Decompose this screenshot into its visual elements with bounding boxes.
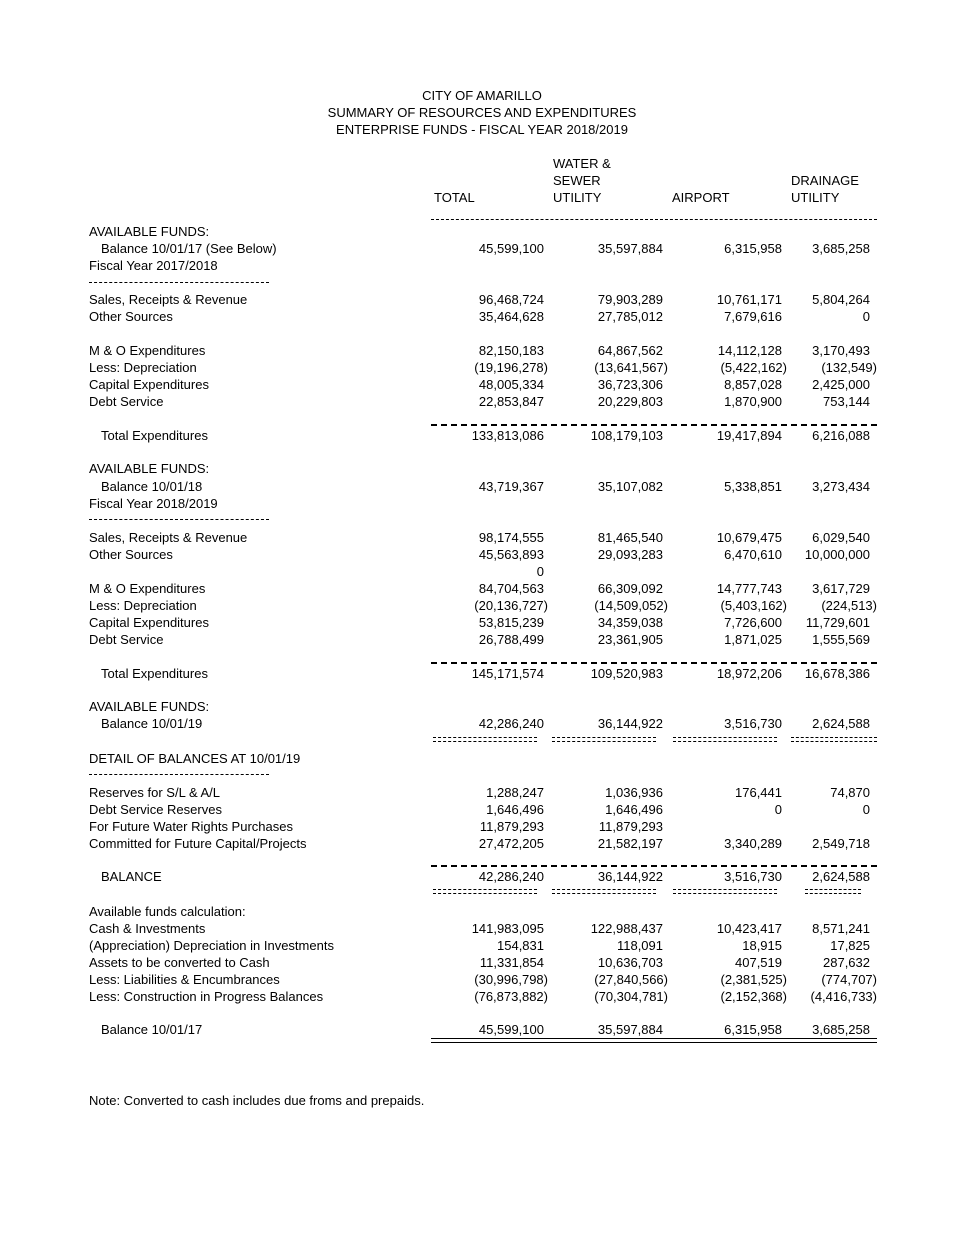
col-header-drainage-1: DRAINAGE (791, 173, 859, 188)
cell-airport: 1,871,025 (724, 632, 782, 647)
balance-double-rule-airport (673, 889, 777, 894)
cell-drainage: 16,678,386 (804, 666, 870, 681)
cell-water-sewer: 20,229,803 (597, 394, 663, 409)
cell-airport: 407,519 (735, 955, 782, 970)
cell-water-sewer: 35,107,082 (597, 479, 663, 494)
col-header-water-2: SEWER (553, 173, 601, 188)
cell-total-extra-zero: 0 (536, 564, 544, 579)
balance-double-rule-water (552, 889, 656, 894)
cell-total: 22,853,847 (478, 394, 544, 409)
cell-drainage: 1,555,569 (812, 632, 870, 647)
cell-water-sewer: 36,144,922 (597, 869, 663, 884)
cell-water-sewer: 34,359,038 (597, 615, 663, 630)
cell-water-sewer: 108,179,103 (590, 428, 663, 443)
cell-water-sewer: 35,597,884 (597, 241, 663, 256)
cell-airport: 3,516,730 (724, 869, 782, 884)
cell-drainage: 2,549,718 (812, 836, 870, 851)
cell-drainage: 2,624,588 (812, 869, 870, 884)
fiscal-year-divider-1 (89, 282, 269, 283)
row-label: Capital Expenditures (89, 377, 209, 392)
cell-airport: 0 (774, 802, 782, 817)
cell-total: 11,331,854 (479, 955, 544, 970)
row-label: Less: Liabilities & Encumbrances (89, 972, 280, 987)
row-label: Less: Construction in Progress Balances (89, 989, 324, 1004)
cell-drainage: (774,707) (821, 972, 877, 987)
cell-airport: 18,915 (742, 938, 782, 953)
cell-water-sewer: 23,361,905 (597, 632, 663, 647)
cell-total: 1,288,247 (486, 785, 544, 800)
cell-airport: 6,470,610 (724, 547, 782, 562)
cell-airport: 3,340,289 (724, 836, 782, 851)
cell-total: 45,599,100 (478, 1022, 544, 1037)
double-rule-total (433, 737, 537, 742)
cell-airport: 176,441 (735, 785, 782, 800)
cell-drainage: 753,144 (823, 394, 870, 409)
cell-water-sewer: (13,641,567) (594, 360, 668, 375)
cell-drainage: 11,729,601 (805, 615, 870, 630)
cell-airport: 1,870,900 (724, 394, 782, 409)
available-funds-calculation-label: Available funds calculation: (89, 904, 246, 919)
balance-double-rule-total (433, 889, 537, 894)
report-title-line1: CITY OF AMARILLO (422, 88, 542, 103)
cell-drainage: 3,617,729 (812, 581, 870, 596)
cell-drainage: 6,029,540 (812, 530, 870, 545)
col-header-water-3: UTILITY (553, 190, 602, 205)
cell-drainage: 0 (862, 802, 870, 817)
balance-rule (431, 865, 877, 867)
total-expenditures-rule-1 (431, 424, 877, 426)
cell-total: 53,815,239 (478, 615, 544, 630)
row-label: Sales, Receipts & Revenue (89, 530, 248, 545)
cell-water-sewer: 81,465,540 (597, 530, 663, 545)
row-label: M & O Expenditures (89, 343, 206, 358)
cell-water-sewer: 118,091 (616, 938, 663, 953)
cell-water-sewer: 36,144,922 (597, 716, 663, 731)
cell-drainage: (132,549) (821, 360, 877, 375)
cell-total: 35,464,628 (478, 309, 544, 324)
row-label: Cash & Investments (89, 921, 206, 936)
double-rule-water (552, 737, 656, 742)
cell-total: 27,472,205 (478, 836, 544, 851)
cell-airport: 7,679,616 (724, 309, 782, 324)
total-expenditures-rule-2 (431, 662, 877, 664)
row-label: Debt Service (89, 394, 164, 409)
cell-water-sewer: 35,597,884 (597, 1022, 663, 1037)
cell-drainage: 6,216,088 (812, 428, 870, 443)
cell-water-sewer: 27,785,012 (597, 309, 663, 324)
row-label: Committed for Future Capital/Projects (89, 836, 307, 851)
final-double-underline (431, 1038, 877, 1043)
cell-water-sewer: 64,867,562 (597, 343, 663, 358)
cell-drainage: 3,170,493 (812, 343, 870, 358)
cell-airport: 6,315,958 (724, 241, 782, 256)
cell-total: 42,286,240 (478, 869, 544, 884)
cell-drainage: 3,685,258 (812, 1022, 870, 1037)
cell-total: 145,171,574 (471, 666, 544, 681)
cell-total: 96,468,724 (478, 292, 544, 307)
fiscal-year-label-1: Fiscal Year 2017/2018 (89, 258, 218, 273)
cell-airport: (5,422,162) (720, 360, 787, 375)
cell-total: (19,196,278) (474, 360, 548, 375)
footnote: Note: Converted to cash includes due froms and prepaids. (89, 1093, 425, 1108)
col-header-drainage-2: UTILITY (791, 190, 840, 205)
cell-airport: 18,972,206 (716, 666, 782, 681)
cell-drainage: 17,825 (830, 938, 870, 953)
section-available-funds-1: AVAILABLE FUNDS: (89, 224, 210, 239)
cell-airport: (2,152,368) (720, 989, 787, 1004)
cell-total: 133,813,086 (471, 428, 544, 443)
cell-water-sewer: (27,840,566) (594, 972, 668, 987)
col-header-airport: AIRPORT (672, 190, 730, 205)
cell-water-sewer: (14,509,052) (594, 598, 668, 613)
row-label: M & O Expenditures (89, 581, 206, 596)
cell-water-sewer: 122,988,437 (590, 921, 663, 936)
cell-total: (76,873,882) (474, 989, 548, 1004)
cell-airport: (2,381,525) (720, 972, 787, 987)
cell-water-sewer: 21,582,197 (597, 836, 663, 851)
section-available-funds-3: AVAILABLE FUNDS: (89, 699, 210, 714)
row-label: Debt Service Reserves (89, 802, 222, 817)
cell-total: (30,996,798) (474, 972, 548, 987)
cell-total: 82,150,183 (478, 343, 544, 358)
row-label: Other Sources (89, 547, 173, 562)
cell-total: (20,136,727) (474, 598, 548, 613)
row-label: Debt Service (89, 632, 164, 647)
cell-water-sewer: 79,903,289 (597, 292, 663, 307)
cell-airport: 14,112,128 (717, 343, 782, 358)
cell-total: 141,983,095 (471, 921, 544, 936)
cell-airport: 10,423,417 (716, 921, 782, 936)
cell-total: 45,563,893 (478, 547, 544, 562)
row-label: Capital Expenditures (89, 615, 209, 630)
row-label: Other Sources (89, 309, 173, 324)
cell-airport: 14,777,743 (716, 581, 782, 596)
cell-airport: 8,857,028 (724, 377, 782, 392)
cell-water-sewer: 109,520,983 (590, 666, 663, 681)
cell-total: 98,174,555 (478, 530, 544, 545)
cell-drainage: (224,513) (821, 598, 877, 613)
cell-total: 42,286,240 (478, 716, 544, 731)
cell-drainage: (4,416,733) (810, 989, 877, 1004)
row-label: Less: Depreciation (89, 598, 197, 613)
cell-total: 11,879,293 (479, 819, 544, 834)
cell-water-sewer: 1,646,496 (605, 802, 663, 817)
cell-water-sewer: 10,636,703 (597, 955, 663, 970)
cell-water-sewer: (70,304,781) (594, 989, 668, 1004)
cell-water-sewer: 29,093,283 (597, 547, 663, 562)
row-label: Less: Depreciation (89, 360, 197, 375)
fiscal-year-label-2: Fiscal Year 2018/2019 (89, 496, 218, 511)
cell-airport: 19,417,894 (716, 428, 782, 443)
row-label: (Appreciation) Depreciation in Investments (89, 938, 334, 953)
cell-airport: 6,315,958 (724, 1022, 782, 1037)
cell-water-sewer: 66,309,092 (597, 581, 663, 596)
row-label: Assets to be converted to Cash (89, 955, 270, 970)
row-label: Total Expenditures (101, 666, 208, 681)
double-rule-airport (673, 737, 777, 742)
row-label: Reserves for S/L & A/L (89, 785, 221, 800)
row-label: Balance 10/01/17 (See Below) (101, 241, 277, 256)
section-detail-of-balances: DETAIL OF BALANCES AT 10/01/19 (89, 751, 301, 766)
cell-total: 26,788,499 (478, 632, 544, 647)
cell-airport: 3,516,730 (724, 716, 782, 731)
cell-drainage: 3,273,434 (812, 479, 870, 494)
cell-water-sewer: 11,879,293 (598, 819, 663, 834)
balance-double-rule-drainage (805, 889, 861, 894)
cell-water-sewer: 1,036,936 (605, 785, 663, 800)
cell-drainage: 10,000,000 (804, 547, 870, 562)
fiscal-year-divider-2 (89, 519, 269, 520)
cell-total: 84,704,563 (478, 581, 544, 596)
cell-airport: 10,761,171 (716, 292, 782, 307)
row-label: Sales, Receipts & Revenue (89, 292, 248, 307)
cell-total: 154,831 (497, 938, 544, 953)
detail-divider (89, 774, 269, 775)
cell-drainage: 2,425,000 (812, 377, 870, 392)
cell-drainage: 0 (862, 309, 870, 324)
col-header-water-1: WATER & (553, 156, 611, 171)
cell-total: 48,005,334 (478, 377, 544, 392)
cell-airport: 10,679,475 (716, 530, 782, 545)
header-rule (431, 219, 877, 220)
cell-airport: 7,726,600 (724, 615, 782, 630)
cell-drainage: 5,804,264 (812, 292, 870, 307)
cell-drainage: 8,571,241 (812, 921, 870, 936)
cell-total: 43,719,367 (478, 479, 544, 494)
double-rule-drainage (791, 737, 877, 742)
row-label: For Future Water Rights Purchases (89, 819, 293, 834)
cell-drainage: 287,632 (823, 955, 870, 970)
cell-drainage: 2,624,588 (812, 716, 870, 731)
cell-airport: (5,403,162) (720, 598, 787, 613)
cell-total: 45,599,100 (478, 241, 544, 256)
report-title-line2: SUMMARY OF RESOURCES AND EXPENDITURES (327, 105, 637, 120)
section-available-funds-2: AVAILABLE FUNDS: (89, 461, 210, 476)
row-label: BALANCE (101, 869, 162, 884)
cell-drainage: 74,870 (830, 785, 870, 800)
row-label: Balance 10/01/19 (101, 716, 203, 731)
cell-drainage: 3,685,258 (812, 241, 870, 256)
cell-total: 1,646,496 (486, 802, 544, 817)
cell-airport: 5,338,851 (724, 479, 782, 494)
row-label: Total Expenditures (101, 428, 208, 443)
row-label: Balance 10/01/18 (101, 479, 203, 494)
row-label: Balance 10/01/17 (101, 1022, 203, 1037)
report-title-line3: ENTERPRISE FUNDS - FISCAL YEAR 2018/2019 (336, 122, 628, 137)
col-header-total: TOTAL (434, 190, 475, 205)
cell-water-sewer: 36,723,306 (597, 377, 663, 392)
